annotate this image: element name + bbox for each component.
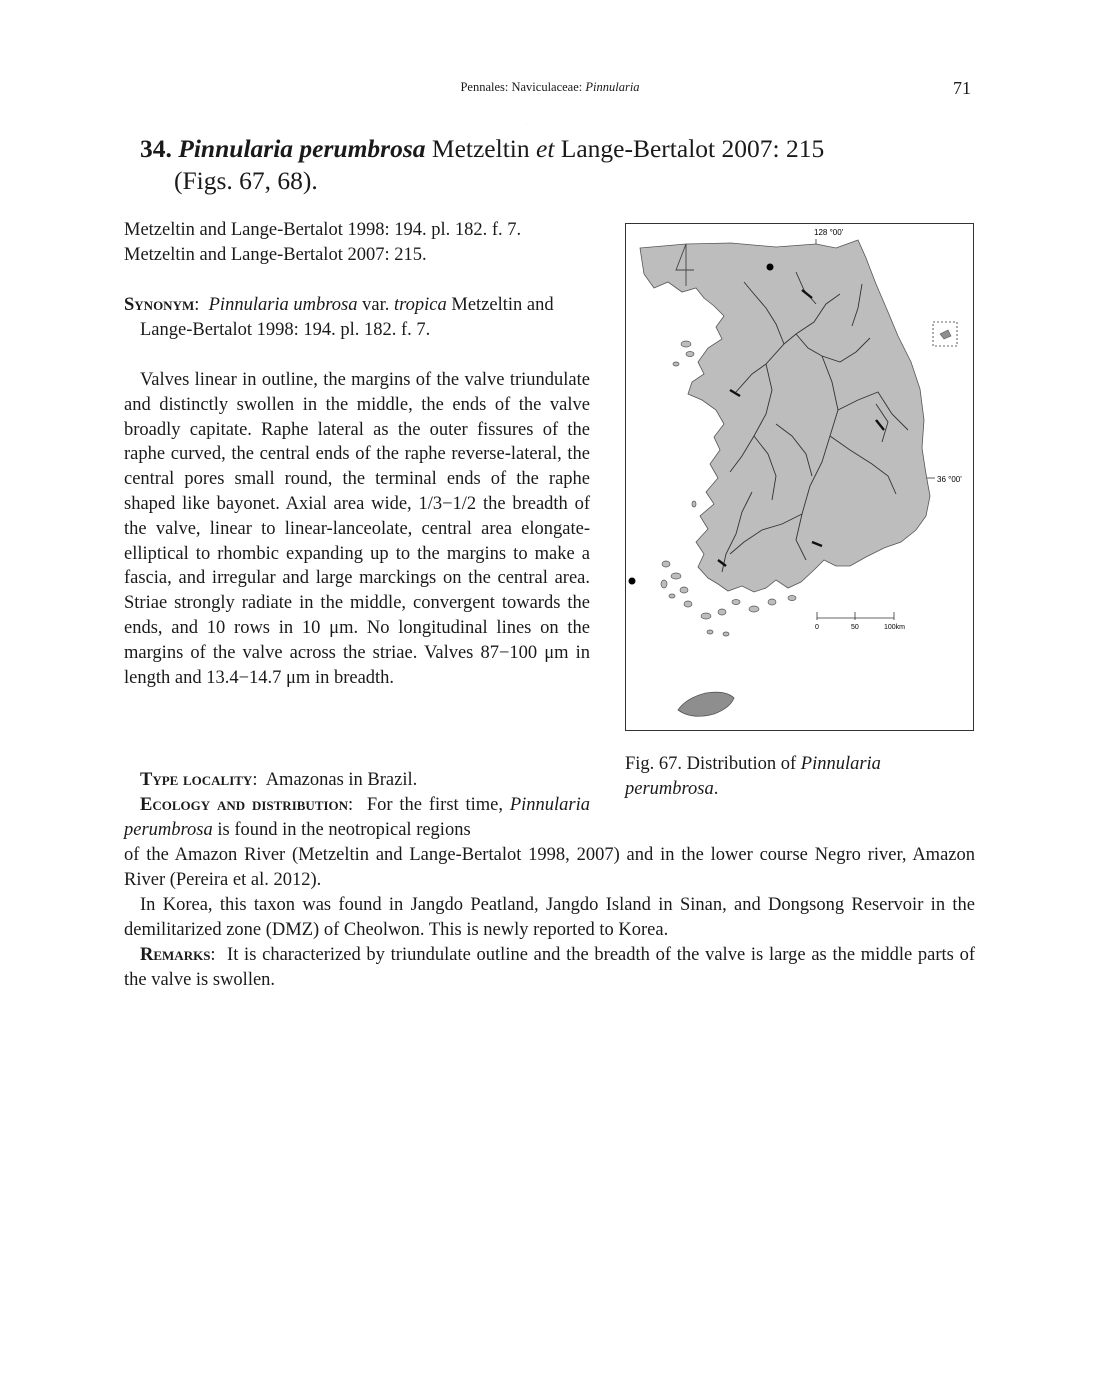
ecology-label: Ecology and distribution xyxy=(140,795,349,815)
running-head xyxy=(0,80,1100,95)
species-name: Pinnularia perumbrosa xyxy=(178,134,426,163)
ecology-species: Pinnularia perumbrosa xyxy=(124,795,591,840)
type-locality: Type locality: Amazonas in Brazil. xyxy=(140,770,418,790)
caption-end: . xyxy=(713,778,719,799)
author-1: Metzeltin xyxy=(431,134,530,163)
longitude-label: 128 °00' xyxy=(814,228,844,237)
author-et: et xyxy=(536,134,555,163)
scale-label-50: 50 xyxy=(851,624,859,631)
mainland-shape xyxy=(640,240,930,592)
author-2-year: Lange-Bertalot 2007: 215 xyxy=(560,134,825,163)
ecology-paragraph: Ecology and distribution: For the first time, Pinnularia perumbrosa is found in the neotropical regions xyxy=(124,795,591,840)
synonym-citation: Metzeltin and Lange-Bertalot 1998: 194. pl. 182. f. 7. xyxy=(140,295,554,340)
remarks-paragraph: Remarks: It is characterized by triundulate outline and the breadth of the valve is large as the middle parts of the valve is swollen. xyxy=(124,945,975,990)
type-locality-label: Type locality xyxy=(140,770,253,790)
ecology-text-b: is found in the neotropical regions xyxy=(212,819,471,840)
species-heading xyxy=(140,133,940,197)
jeju-island-shape xyxy=(678,692,734,716)
caption-text: Fig. 67. Distribution of xyxy=(625,754,801,774)
synonym-variety: tropica xyxy=(393,295,447,315)
synonym-label: Synonym xyxy=(124,295,195,315)
scale-label-0: 0 xyxy=(815,624,819,631)
figure-reference: (Figs. 67, 68). xyxy=(174,166,318,195)
running-head-genus: Pinnularia xyxy=(585,80,640,94)
description-paragraph: Valves linear in outline, the margins of the valve triundulate and distinctly swollen in the middle, the ends of the valve broadly capitate. Raphe lateral as the outer fissures of the raphe curved, the central ends of the raphe reverse-lateral, the central pores small round, the terminal ends of the raphe shaped like bayonet. Axial area wide, 1/3−1/2 the breadth of the valve, linear to linear-lanceolate, central area elongate-elliptical to rhombic expanding up to the margins to make a fascia, and irregular and large marckings on the central area. Striae strongly radiate in the middle, convergent towards the ends, and 10 rows in 10 μm. No longitudinal lines on the margins of the valve across the striae. Valves 87−100 μm in length and 13.4−14.7 μm in breadth. xyxy=(124,370,590,688)
synonym-entry: Synonym: Pinnularia umbrosa var. tropica Metzeltin and Lange-Bertalot 1998: 194. pl. 182. f. 7. xyxy=(124,295,554,340)
species-number: 34. xyxy=(140,134,172,163)
synonym-species: Pinnularia umbrosa xyxy=(208,295,358,315)
scale-label-100km: 100km xyxy=(884,624,906,631)
reference-item: Metzeltin and Lange-Bertalot 1998: 194. pl. 182. f. 7. xyxy=(124,220,522,240)
occurrence-point xyxy=(767,264,774,271)
caption-species: Pinnularia perumbrosa xyxy=(625,754,881,799)
figure-caption xyxy=(625,752,977,802)
reference-item: Metzeltin and Lange-Bertalot 2007: 215. xyxy=(124,244,427,265)
latitude-label: 36 °00' xyxy=(937,475,962,484)
ecology-paragraph-continued: of the Amazon River (Metzeltin and Lange-Bertalot 1998, 2007) and in the lower course Negro river, Amazon River (Pereira et al. 2012). xyxy=(124,845,975,890)
dokdo-island-shape xyxy=(940,330,951,339)
scale-bar xyxy=(817,612,894,620)
type-locality-text: Amazonas in Brazil. xyxy=(265,770,418,790)
remarks-label: Remarks xyxy=(140,945,211,965)
running-head-plain: Pennales: Naviculaceae: xyxy=(460,80,586,94)
korea-paragraph: In Korea, this taxon was found in Jangdo Peatland, Jangdo Island in Sinan, and Dongsong Reservoir in the demilitarized zone (DMZ) of Cheolwon. This is newly reported to Korea. xyxy=(124,895,975,940)
remarks-text: It is characterized by triundulate outline and the breadth of the valve is large as the middle parts of the valve is swollen. xyxy=(124,945,975,990)
page-number: 71 xyxy=(953,78,971,98)
synonym-var: var. xyxy=(362,295,390,315)
occurrence-point xyxy=(629,578,636,585)
map-number-text: 4 xyxy=(526,124,527,125)
reference-list xyxy=(124,218,594,268)
ecology-text-a: For the first time, xyxy=(366,795,510,815)
